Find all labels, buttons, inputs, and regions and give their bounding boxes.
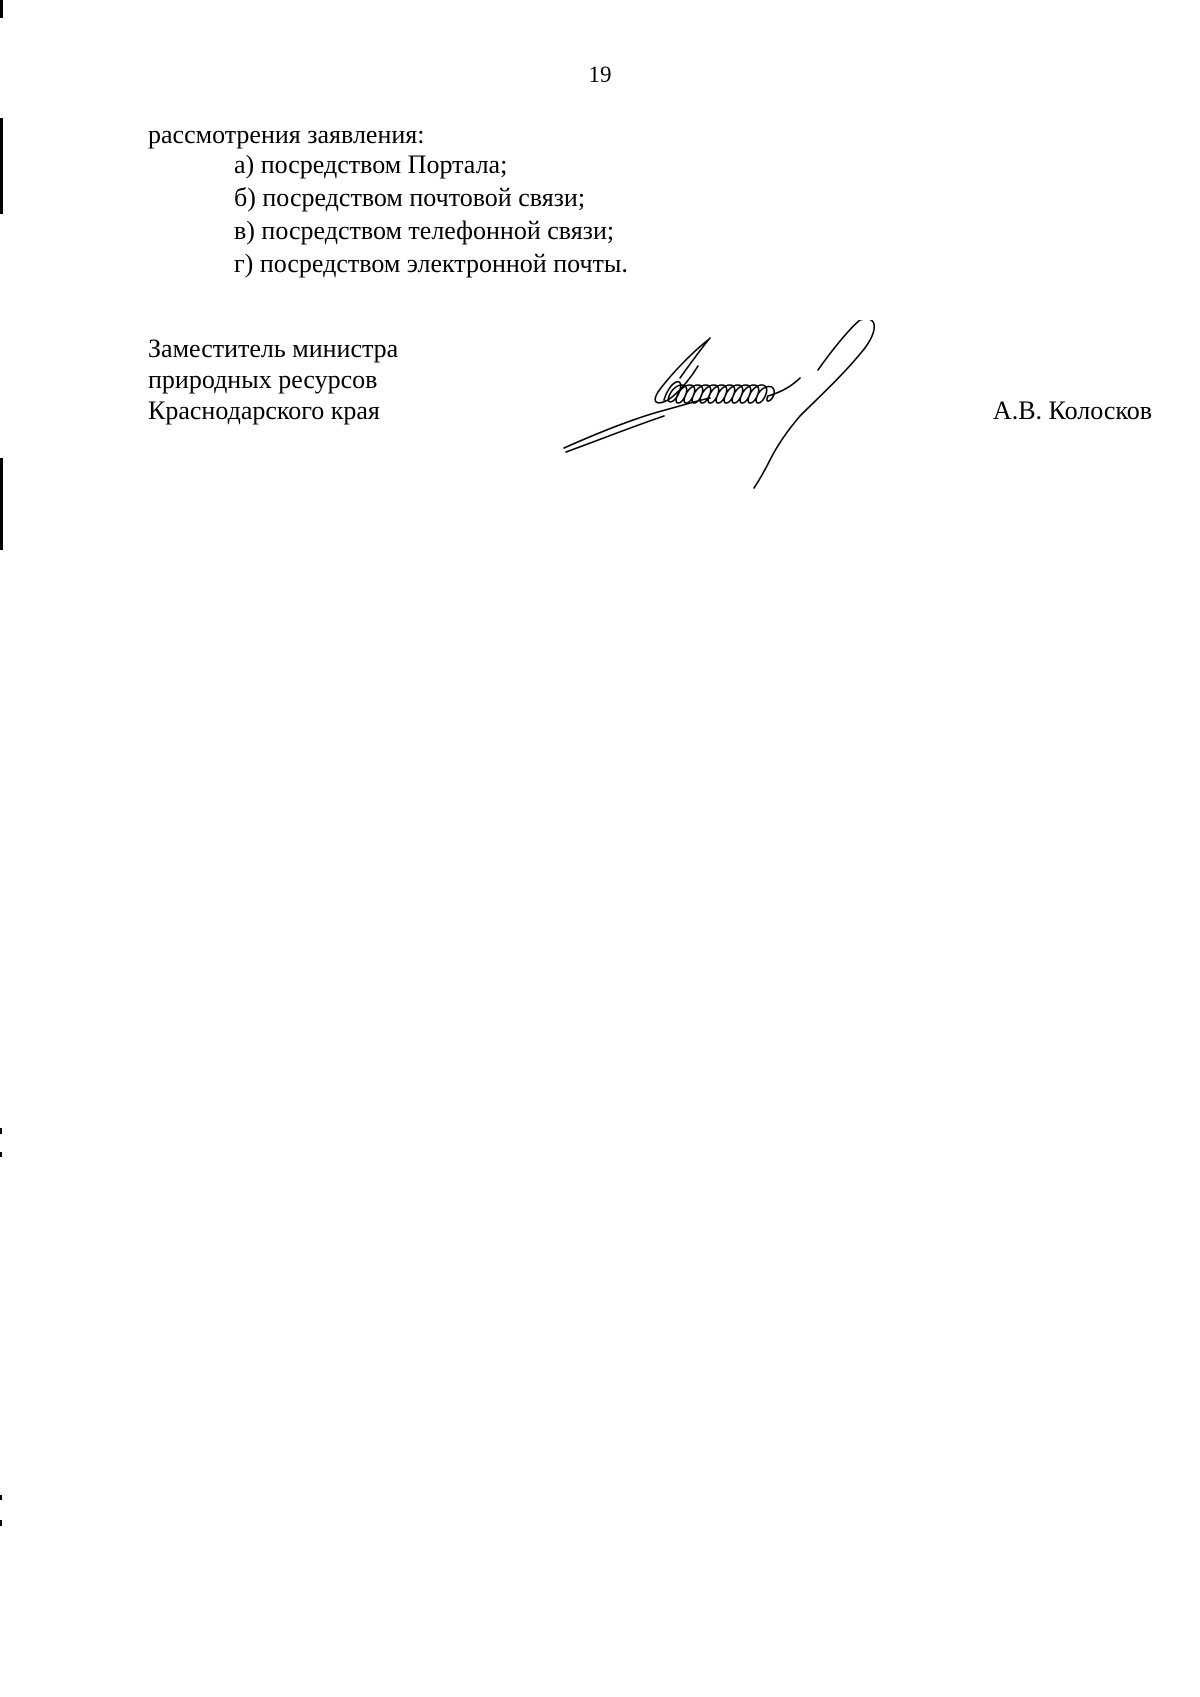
signer-name: А.В. Колосков [992, 396, 1152, 425]
scan-edge-mark [0, 1495, 2, 1500]
signer-position-line: Заместитель министра [148, 334, 399, 363]
list-item: а) посредством Портала; [234, 150, 508, 179]
list-item: в) посредством телефонной связи; [234, 216, 615, 245]
signer-position-line: природных ресурсов [148, 365, 378, 394]
scan-edge-mark [0, 1128, 2, 1134]
paragraph-intro: рассмотрения заявления: [148, 120, 425, 149]
list-item: г) посредством электронной почты. [234, 249, 628, 278]
signer-position-line: Краснодарского края [148, 396, 380, 425]
scan-edge-mark [0, 0, 3, 18]
scan-edge-mark [0, 1520, 2, 1526]
scan-edge-mark [0, 118, 3, 214]
handwritten-signature [560, 320, 960, 490]
scan-edge-mark [0, 458, 3, 550]
scan-edge-mark [0, 1152, 2, 1157]
list-item: б) посредством почтовой связи; [234, 183, 586, 212]
page-number: 19 [588, 62, 612, 87]
signer-position [148, 333, 398, 426]
